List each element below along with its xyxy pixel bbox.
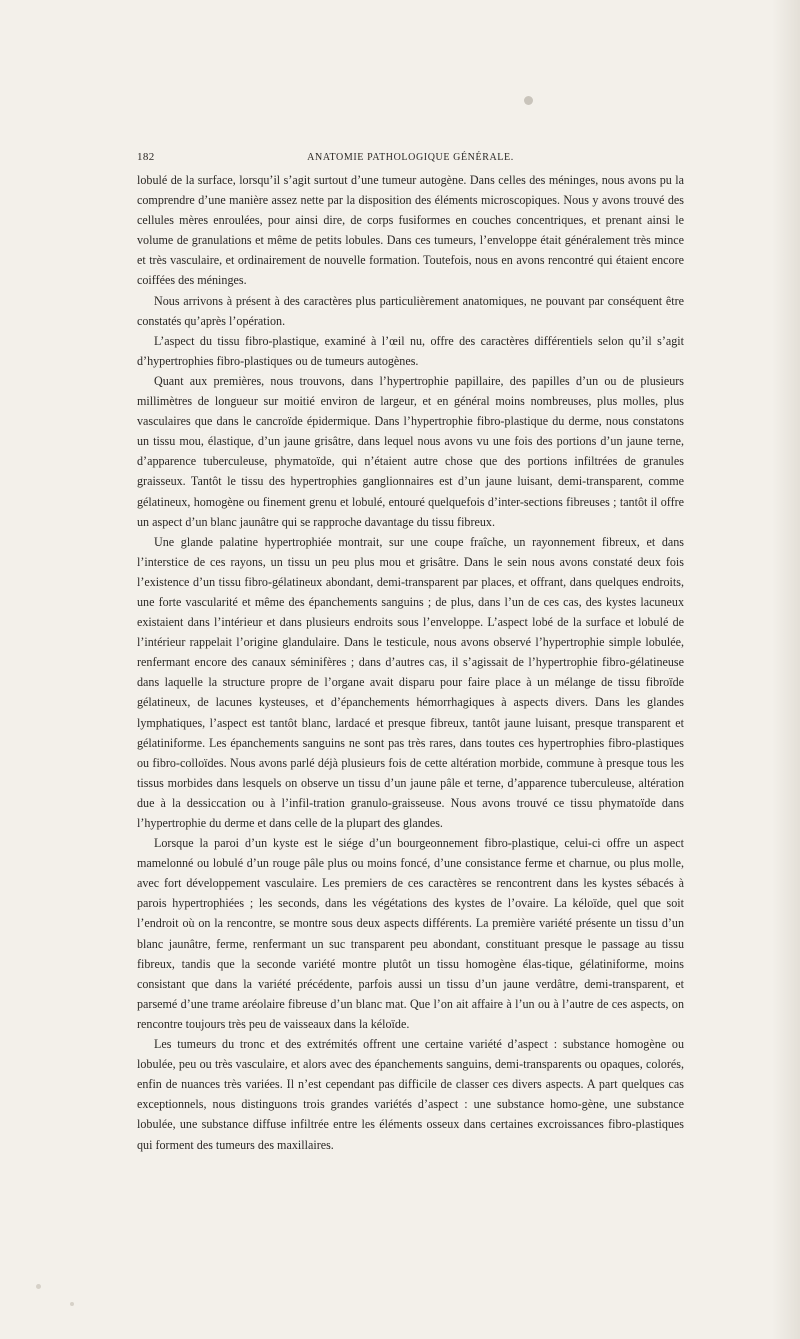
- paper-spot: [36, 1284, 41, 1289]
- paragraph: Les tumeurs du tronc et des extrémités offrent une certaine variété d’aspect : substance homogène ou lobulée, peu ou très vasculaire, et alors avec des épanchements sanguins, demi-transparents ou opaques, colorés, enfin de nuances très variées. Il n’est cependant pas difficile de classer ces divers aspects. A part quelques cas exceptionnels, nous distinguons trois grandes variétés d’aspect : une substance homo-gène, une substance lobulée, une substance diffuse infiltrée entre les éléments osseux dans certaines excroissances fibro-plastiques qui forment des tumeurs des maxillaires.: [137, 1037, 684, 1152]
- page-edge-shadow: [772, 0, 800, 1339]
- running-head: ANATOMIE PATHOLOGIQUE GÉNÉRALE.: [307, 152, 514, 163]
- paragraph: Une glande palatine hypertrophiée montrait, sur une coupe fraîche, un rayonnement fibreux, et dans l’interstice de ces rayons, un tissu un peu plus mou et grisâtre. Dans le sein nous avons constaté deux fois l’existence d’un tissu fibro-gélatineux abondant, demi-transparent par places, et offrant, dans quelques endroits, une forte vascularité et même des épanchements sanguins ; de plus, dans l’un de ces cas, des kystes lacuneux existaient dans l’intérieur et dans plusieurs endroits sous l’enveloppe. L’aspect lobé de la surface et lobulé de l’intérieur rappelait l’origine glandulaire. Dans le testicule, nous avons observé l’hypertrophie simple lobulée, renfermant encore des canaux séminifères ; dans d’autres cas, il s’agissait de l’hypertrophie fibro-gélatineuse dans laquelle la structure propre de l’organe avait disparu pour faire place à un mélange de tissu fibroïde gélatineux, de lacunes kysteuses, et d’épanchements hémorrhagiques à aspects divers. Dans les glandes lymphatiques, l’aspect est tantôt blanc, lardacé et presque fibreux, tantôt jaune luisant, presque transparent et gélatiniforme. Les épanchements sanguins ne sont pas très rares, dans toutes ces hypertrophies fibro-plastiques ou fibro-colloïdes. Nous avons parlé déjà plusieurs fois de cette altération morbide, commune à presque tous les tissus morbides dans lesquels on observe un tissu d’un jaune pâle et terne, d’apparence tuberculeuse, altération due à la dessiccation ou à l’infil-tration granulo-graisseuse. Nous avons trouvé ce tissu phymatoïde dans l’hypertrophie du derme et dans celle de la plupart des glandes.: [137, 534, 684, 830]
- page-number: 182: [137, 151, 155, 163]
- paper-spot: [70, 1302, 74, 1306]
- paragraph: Quant aux premières, nous trouvons, dans l’hypertrophie papillaire, des papilles d’un ou de plusieurs millimètres de longueur sur moitié environ de largeur, et en général moins nombreuses, plus molles, plus vasculaires que dans le cancroïde épidermique. Dans l’hypertrophie fibro-plastique du derme, nous constatons un tissu mou, élastique, d’un jaune grisâtre, dans lequel nous avons vu une fois des portions d’un jaune terne, d’apparence tuberculeuse, phymatoïde, qui n’étaient autre chose que des portions infiltrées de granules graisseux. Tantôt le tissu des hypertrophies ganglionnaires est d’un jaune luisant, demi-transparent, comme gélatineux, homogène ou finement grenu et lobulé, entouré quelquefois d’inter-sections fibreuses ; tantôt il offre un aspect d’un blanc jaunâtre qui se rapproche davantage du tissu fibreux.: [137, 373, 684, 529]
- paper-spot: [524, 96, 533, 105]
- page-header: [137, 151, 684, 167]
- body-text: [137, 170, 684, 1155]
- paragraph: L’aspect du tissu fibro-plastique, examiné à l’œil nu, offre des caractères différentiels selon qu’il s’agit d’hypertrophies fibro-plastiques ou de tumeurs autogènes.: [137, 333, 684, 368]
- paragraph: lobulé de la surface, lorsqu’il s’agit surtout d’une tumeur autogène. Dans celles des méninges, nous avons pu la comprendre d’une manière assez nette par la disposition des éléments microscopiques. Nous y avons trouvé des cellules mères enroulées, pour ainsi dire, de corps fusiformes en couches concentriques, et prenant ainsi le volume de granulations et même de petits lobules. Dans ces tumeurs, l’enveloppe était généralement très mince et très vasculaire, et ordinairement de nouvelle formation. Toutefois, nous en avons rencontré qui étaient encore coiffées des méninges.: [137, 173, 684, 288]
- paragraph: Lorsque la paroi d’un kyste est le siége d’un bourgeonnement fibro-plastique, celui-ci offre un aspect mamelonné ou lobulé d’un rouge pâle plus ou moins foncé, d’une consistance ferme et charnue, ou plus molle, avec fort développement vasculaire. Les premiers de ces caractères se rencontrent dans les kystes sébacés à parois hypertrophiées ; les seconds, dans les végétations des kystes de l’ovaire. La kéloïde, quel que soit l’endroit où on la rencontre, se montre sous deux aspects différents. La première variété présente un tissu d’un blanc jaunâtre, ferme, renfermant un suc transparent peu abondant, constituant presque le passage au tissu fibreux, tandis que la seconde variété montre plutôt un tissu homogène élas-tique, gélatiniforme, moins consistant que dans la variété précédente, parfois aussi un tissu d’un jaune verdâtre, demi-transparent, et parsemé d’une trame aréolaire fibreuse d’un blanc mat. Que l’on ait affaire à l’un ou à l’autre de ces aspects, on rencontre toujours très peu de vaisseaux dans la kéloïde.: [137, 836, 684, 1031]
- paragraph: Nous arrivons à présent à des caractères plus particulièrement anatomiques, ne pouvant par conséquent être constatés qu’après l’opération.: [137, 293, 684, 328]
